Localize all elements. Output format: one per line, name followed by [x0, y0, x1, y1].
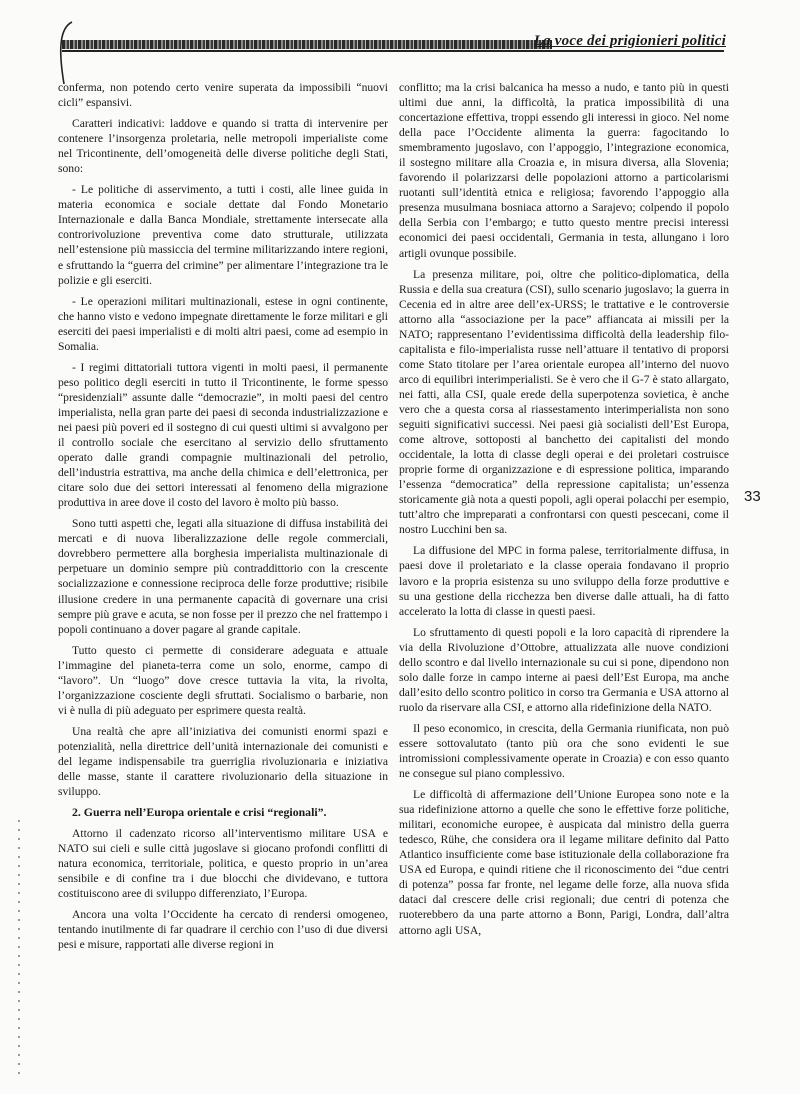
paragraph: Il peso economico, in crescita, della Germania riunificata, non può essere sottovalutato (tanto più ora che sono evidenti le sue intromissioni complessivamente operate in Croazia) e con esso quanto ne consegue sul piano complessivo. — [399, 721, 729, 781]
paragraph: Attorno il cadenzato ricorso all’interventismo militare USA e NATO sui cieli e sulle città jugoslave si giocano profondi conflitti di natura economica, territoriale, politica, e questo proprio in un’area sensibile e di confine tra i due blocchi che dividevano, e tuttora costituiscono aree di sviluppo differenziato, l’Europa. — [58, 827, 388, 901]
list-item: - Le politiche di asservimento, a tutti i costi, alle linee guida in materia economica e sociale dettate dal Fondo Monetario Internazionale e dalla Banca Mondiale, strettamente intersecate alla controrivoluzione preventiva come dato strutturale, utilizzata nell’estensione più massiccia del termine militarizzando intere regioni, e sfruttando la “guerra del crimine” per alimentare l’integrazione tra le polizie e gli eserciti. — [58, 183, 388, 287]
right-column — [399, 80, 729, 944]
section-heading: 2. Guerra nell’Europa orientale e crisi “regionali”. — [72, 805, 327, 820]
paragraph: Tutto questo ci permette di considerare adeguata e attuale l’immagine del pianeta-terra come un solo, enorme, campo di “lavoro”. Un “luogo” dove cresce tuttavia la vita, la rivolta, l’organizzazione cosciente degli sfruttati. Socialismo o barbarie, non vi è nulla di più adeguato per esprimere questa realtà. — [58, 643, 388, 717]
paragraph: Ancora una volta l’Occidente ha cercato di rendersi omogeneo, tentando inutilmente di far quadrare il cerchio con l’uso di due diversi pesi e misure, rapportati alle diverse regioni in — [58, 908, 388, 952]
paragraph: La presenza militare, poi, oltre che politico-diplomatica, della Russia e della sua creatura (CSI), sullo scenario jugoslavo; la guerra in Cecenia ed in altre aree dell’ex-URSS; le trattative e le controversie attorno alla “associazione per la pace” affiancata ai missili per la NATO; rappresentano l’evidentissima difficoltà della leadership filo-capitalista e filo-imperialista russe nell’attuare il tentativo di proporsi come Stato titolare per l’area orientale europea all’interno del nuovo arco di equilibri interimperialisti. Se è vero che il G-7 è stato allargato, nei fatti, alla CSI, quale erede della superpotenza sovietica, è anche vero che a questa corsa al riassestamento interimperialista non sono seguiti significativi successi. Nei paesi già socialisti dell’Est Europa, come altrove, sottoposti al banchetto dei capitalisti del mondo occidentale, la lotta di classe degli operai e dei proletari costruisce proprie forme di organizzazione e di espressione politica, imparando l’essenza “democratica” della repressione capitalista; un’essenza storicamente già nota a questi popoli, agli operai polacchi per esempio, tutt’altro che impreparati a confrontarsi con questi pescecani, come il nostro Lucchini ben sa. — [399, 267, 729, 537]
paragraph: conferma, non potendo certo venire superata da impossibili “nuovi cicli” espansivi. — [58, 81, 388, 110]
paragraph: Le difficoltà di affermazione dell’Unione Europea sono note e la sua ridefinizione attorno a quelle che sono le effettive forze politiche, militari, economiche europee, è auspicata dal ministro della guerra tedesco, Rühe, che considera ora il legame militare definito dal Patto Atlantico insufficiente come base istituzionale della collaborazione fra USA ed Europa, e quindi ritiene che il riconoscimento dei “due centri di potenza” possa far fronte, nel legame delle forze, alla nuova sfida dataci dal crescere delle crisi regionali; due centri di potenza che ruoterebbero da una parte attorno a Bonn, Parigi, Londra, dall’altra attorno agli USA, — [399, 788, 729, 937]
running-header-title: La voce dei prigionieri politici — [533, 33, 726, 49]
paragraph: Caratteri indicativi: laddove e quando si tratta di intervenire per contenere l’insorgenza proletaria, nelle metropoli imperialiste come nel Tricontinente, dell’omogeneità delle diverse politiche degli Stati, sono: — [58, 117, 388, 176]
list-item: - I regimi dittatoriali tuttora vigenti in molti paesi, il permanente peso politico degli eserciti in tutto il Tricontinente, le forme spesso “presidenziali” assunte dalle “democrazie”, in molti paesi del centro imperialista, nella gran parte dei paesi di seconda industrializzazione e nei paesi più poveri ed il sostegno di cui questi ultimi si avvalgono per il controllo sociale che esercitano al servizio dello sfruttamento operato dalle grandi compagnie multinazionali del petrolio, dell’industria estrattiva, ma anche della chimica e dell’elettronica, per citare solo due dei settori interessati al fenomeno della migrazione produttiva in aree dove il costo del lavoro è molto più basso. — [58, 360, 388, 510]
page-number: 33 — [744, 488, 761, 505]
margin-scan-artifact — [18, 820, 20, 1080]
left-column — [58, 80, 388, 959]
header-decorative-rule — [62, 40, 552, 49]
paragraph: Lo sfruttamento di questi popoli e la loro capacità di riprendere la via della Rivoluzione d’Ottobre, attualizzata alle nuove condizioni dello scontro e dal livello internazionale su cui si pone, dipendono non solo dalle forze in campo interne ai paesi dell’Est Europa, ma anche dall’esito dello scontro politico in corso tra Germania e USA attorno al ruolo da riservare alla CSI, e attorno alla ridefinizione della NATO. — [399, 625, 729, 714]
page-fold-mark — [50, 18, 80, 88]
paragraph: Sono tutti aspetti che, legati alla situazione di diffusa instabilità dei mercati e di nuova liberalizzazione delle regole commerciali, dovrebbero permettere alla borghesia imperialista multinazionale di perpetuare un dominio sempre più contraddittorio con la crescente socializzazione e connessione reciproca delle forze produttive; risibile illusione credere in una permanente capacità di governare una crisi sempre più grave e acuta, se non fosse per il prezzo che nel frattempo i popoli continuano a dover pagare al grande capitale. — [58, 517, 388, 636]
header-rule-line — [62, 50, 724, 52]
paragraph: La diffusione del MPC in forma palese, territorialmente diffusa, in paesi dove il proletariato e la classe operaia fondavano il proprio lavoro e la propria esistenza su uno sviluppo della forze produttive e su una gestione della ricchezza ben diverse dalle attuali, ha di fatto accelerato la lotta di classe in questi paesi. — [399, 544, 729, 618]
paragraph: Una realtà che apre all’iniziativa dei comunisti enormi spazi e potenzialità, nella direttrice dell’unità internazionale dei comunisti e del legame indispensabile tra guerriglia rivoluzionaria e iniziativa delle masse, stante il carattere rivoluzionario della situazione in sviluppo. — [58, 724, 388, 799]
list-item: - Le operazioni militari multinazionali, estese in ogni continente, che hanno visto e vedono impegnate direttamente le forze militari e gli eserciti dei paesi imperialisti e di molti altri paesi, come ad esempio in Somalia. — [58, 294, 388, 353]
paragraph: conflitto; ma la crisi balcanica ha messo a nudo, e tanto più in questi ultimi due anni, la difficoltà, la pratica impossibilità di una concertazione effettiva, troppi essendo gli interessi in gioco. Nel nome della pace l’Occidente alimenta la guerra: fagocitando lo smembramento jugoslavo, con l’appoggio, l’integrazione economica, il sostegno militare alla Croazia e, in misura diversa, alla Slovenia; favorendo il polarizzarsi delle popolazioni attorno a particolarismi ruotanti sull’identità etnica e religiosa; favorendo l’appoggio alla presenza musulmana bosniaca attorno a Sarajevo; colpendo il popolo della Serbia con l’embargo; e tutto questo mentre precisi interessi economici dei paesi occidentali, Germania in testa, allungano i loro artigli ovunque possibile. — [399, 81, 729, 260]
